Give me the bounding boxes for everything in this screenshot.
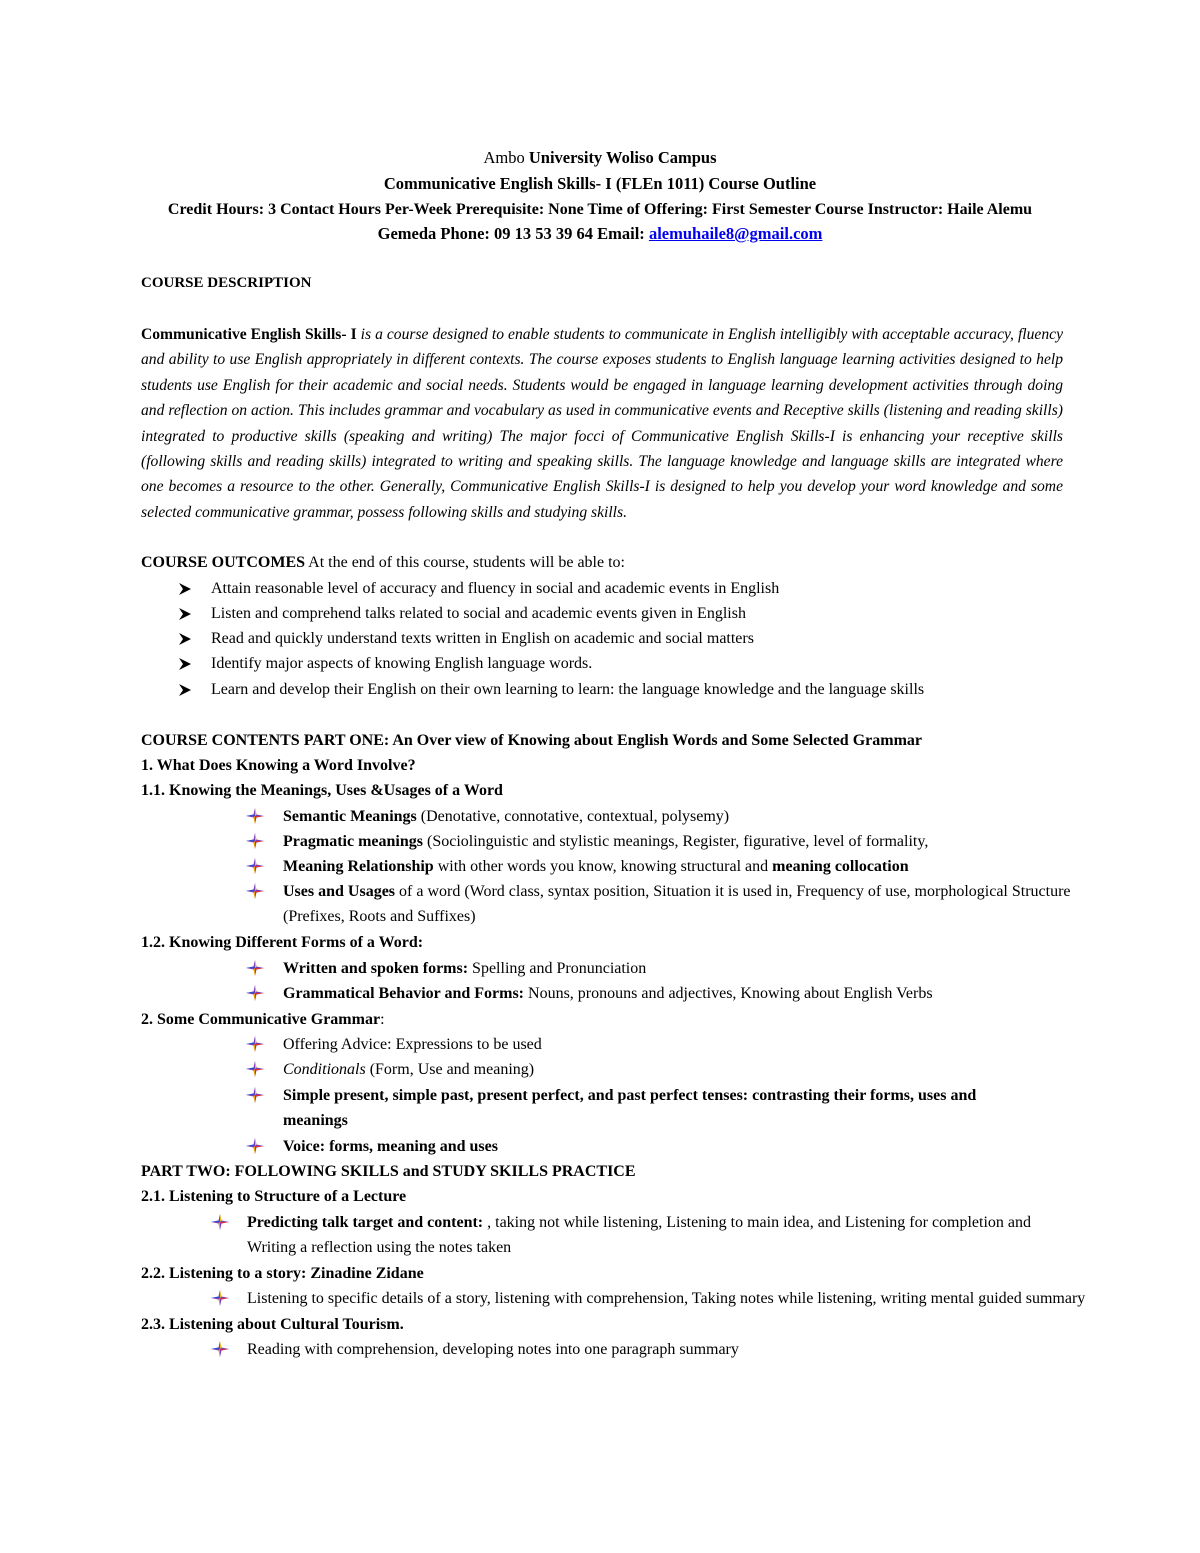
star-bullet-icon (246, 1036, 264, 1052)
list-item-meaning-relationship (283, 856, 909, 878)
item-rest: (Sociolinguistic and stylistic meanings, Register, figurative, level of formality, (422, 833, 929, 850)
star-bullet-icon (246, 808, 264, 824)
item-rest: of a word (Word class, syntax position, Situation it is used in, Frequency of use, morphological Structure (395, 883, 1071, 900)
email-link[interactable]: alemuhaile8@gmail.com (648, 224, 823, 243)
star-bullet-icon (211, 1290, 229, 1306)
list-item-tenses-cont: meanings (283, 1112, 348, 1129)
list-item-advice: Offering Advice: Expressions to be used (283, 1036, 542, 1053)
arrow-bullet-icon (178, 683, 192, 697)
description-body: is a course designed to enable students to communicate in English intelligibly with acceptable accuracy, fluency and ability to use English appropriately in different contexts. The course exposes students to English language learning activities designed to help students use English for their academic and social needs. Students would be engaged in language learning development activities through doing and reflection on action. This includes grammar and vocabulary as used in communicative events and Receptive skills (listening and reading skills) integrated to productive skills (speaking and writing) The major focci of Communicative English Skills-I is enhancing your receptive skills (following skills and reading skills) integrated to writing and speaking skills. The language knowledge and language skills are integrated where one becomes a resource to the other. Generally, Communicative English Skills-I is designed to help you develop your word knowledge and some selected communicative grammar, possess following skills and studying skills. (141, 326, 1063, 521)
course-description-heading: COURSE DESCRIPTION (141, 275, 312, 291)
course-outcomes-heading: COURSE OUTCOMES (141, 554, 306, 571)
outcome-item: Identify major aspects of knowing English language words. (211, 655, 593, 672)
list-item-uses-usages (283, 881, 1071, 903)
header-ambo: Ambo (483, 148, 529, 167)
header-line-1 (120, 145, 1080, 170)
list-item-voice: Voice: forms, meaning and uses (283, 1138, 498, 1155)
section-1-heading: 1. What Does Knowing a Word Involve? (141, 757, 416, 774)
arrow-bullet-icon (178, 582, 192, 596)
section-2-heading: 2. Some Communicative Grammar (141, 1011, 381, 1028)
section-2-colon: : (380, 1011, 385, 1028)
outcome-item: Read and quickly understand texts written in English on academic and social matters (211, 630, 754, 647)
item-rest: with other words you know, knowing structural and (433, 858, 773, 875)
item-rest: (Denotative, connotative, contextual, polysemy) (416, 808, 730, 825)
list-item-grammatical (283, 983, 933, 1005)
description-lead: Communicative English Skills- I (141, 326, 357, 343)
course-outcomes-intro: At the end of this course, students will be able to: (305, 554, 625, 571)
item-italic: Conditionals (283, 1061, 366, 1078)
course-contents-heading: COURSE CONTENTS PART ONE: An Over view of Knowing about English Words and Some Selected Grammar (141, 732, 922, 749)
star-bullet-icon (246, 960, 264, 976)
list-item-predicting-cont: Writing a reflection using the notes taken (247, 1239, 512, 1256)
item-bold: Predicting talk target and content: (247, 1214, 488, 1231)
star-bullet-icon (246, 1138, 264, 1154)
header-contact-line (120, 221, 1080, 246)
item-bold: Written and spoken forms: (283, 960, 469, 977)
item-bold-2: meaning collocation (772, 858, 909, 875)
star-bullet-icon (246, 883, 264, 899)
item-bold: Uses and Usages (283, 883, 396, 900)
item-rest: (Form, Use and meaning) (365, 1061, 535, 1078)
outcome-item: Listen and comprehend talks related to social and academic events given in English (211, 605, 746, 622)
section-2-3-heading: 2.3. Listening about Cultural Tourism. (141, 1316, 404, 1333)
section-1-1-heading: 1.1. Knowing the Meanings, Uses &Usages of a Word (141, 782, 503, 799)
item-rest: , taking not while listening, Listening to main idea, and Listening for completion and (487, 1214, 1032, 1231)
outcome-item: Attain reasonable level of accuracy and fluency in social and academic events in English (211, 580, 780, 597)
header-phone: Gemeda Phone: 09 13 53 39 64 Email: (377, 224, 649, 243)
list-item-tourism: Reading with comprehension, developing notes into one paragraph summary (247, 1341, 739, 1358)
list-item-conditionals (283, 1059, 534, 1081)
list-item-uses-usages-cont: (Prefixes, Roots and Suffixes) (283, 908, 476, 925)
star-bullet-icon (246, 1061, 264, 1077)
list-item-pragmatic (283, 831, 928, 853)
star-bullet-icon (246, 985, 264, 1001)
list-item-semantic (283, 806, 729, 828)
star-bullet-icon (211, 1341, 229, 1357)
list-item-written-spoken (283, 958, 646, 980)
star-bullet-icon (211, 1214, 229, 1230)
header-course-title: Communicative English Skills- I (FLEn 1011) Course Outline (383, 174, 817, 193)
item-rest: Nouns, pronouns and adjectives, Knowing about English Verbs (524, 985, 933, 1002)
section-2-1-heading: 2.1. Listening to Structure of a Lecture (141, 1188, 407, 1205)
item-rest: Spelling and Pronunciation (468, 960, 647, 977)
list-item-story: Listening to specific details of a story, listening with comprehension, Taking notes while listening, writing mental guided summary (247, 1290, 1086, 1307)
star-bullet-icon (246, 833, 264, 849)
arrow-bullet-icon (178, 632, 192, 646)
item-bold: Semantic Meanings (283, 808, 417, 825)
course-description-paragraph (141, 322, 1063, 525)
header-credit-hours: Credit Hours: 3 Contact Hours Per-Week Prerequisite: None Time of Offering: First Semester Course Instructor: Haile Alemu (167, 201, 1033, 218)
section-2-2-heading: 2.2. Listening to a story: Zinadine Zidane (141, 1265, 424, 1282)
star-bullet-icon (246, 858, 264, 874)
list-item-predicting (247, 1212, 1031, 1234)
star-bullet-icon (246, 1087, 264, 1103)
outcome-item: Learn and develop their English on their own learning to learn: the language knowledge and the language skills (211, 681, 925, 698)
section-1-2-heading: 1.2. Knowing Different Forms of a Word: (141, 934, 424, 951)
list-item-tenses: Simple present, simple past, present perfect, and past perfect tenses: contrasting their forms, uses and (283, 1087, 977, 1104)
arrow-bullet-icon (178, 607, 192, 621)
section-2-heading-line (141, 1009, 385, 1031)
header-university: University Woliso Campus (528, 148, 717, 167)
course-outcomes-line (141, 552, 625, 574)
item-bold: Meaning Relationship (283, 858, 434, 875)
arrow-bullet-icon (178, 657, 192, 671)
item-bold: Grammatical Behavior and Forms: (283, 985, 525, 1002)
item-bold: Pragmatic meanings (283, 833, 423, 850)
part-two-heading: PART TWO: FOLLOWING SKILLS and STUDY SKILLS PRACTICE (141, 1163, 636, 1180)
